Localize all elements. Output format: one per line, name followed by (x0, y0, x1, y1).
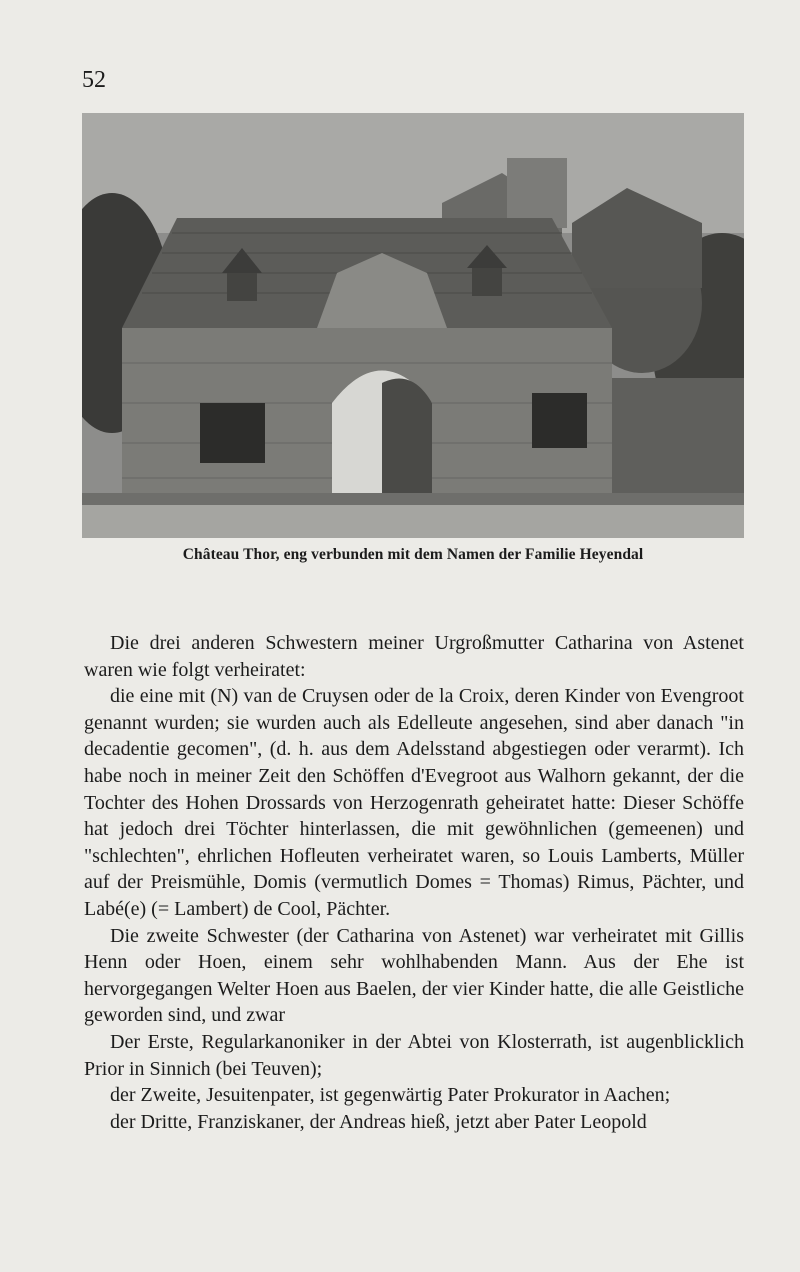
paragraph: der Dritte, Franziskaner, der Andreas hieß, jetzt aber Pater Leopold (110, 1110, 647, 1133)
figure-caption: Château Thor, eng verbunden mit dem Namen der Familie Heyendal (182, 546, 644, 563)
body-text (84, 630, 744, 1135)
paragraph: der Zweite, Jesuitenpater, ist gegenwärtig Pater Prokurator in Aachen; (110, 1084, 671, 1107)
page-number: 52 (82, 67, 106, 93)
paragraph: Der Erste, Regularkanoniker in der Abtei von Klosterrath, ist augenblicklich Prior in Sinnich (bei Teuven); (84, 1030, 744, 1080)
paragraph: die eine mit (N) van de Cruysen oder de la Croix, deren Kinder von Evengroot genannt wurden; sie wurden auch als Edelleute angesehen, sind aber danach "in decadentie gecomen", (d. h. aus dem Adelsstand abgestiegen oder verarmt). Ich habe noch in meiner Zeit den Schöffen d'Evegroot aus Walhorn gekannt, der die Tochter des Hohen Drossards von Herzogenrath geheiratet hatte: Dieser Schöffe hat jedoch drei Töchter hinterlassen, die mit gewöhnlichen (gemeenen) und "schlechten", ehrlichen Hofleuten verheiratet waren, so Louis Lamberts, Müller auf der Preismühle, Domis (vermutlich Domes = Thomas) Rimus, Pächter, und Labé(e) (= Lambert) de Cool, Pächter. (84, 685, 744, 920)
chateau-photo (82, 113, 744, 538)
paragraph: Die drei anderen Schwestern meiner Urgroßmutter Catharina von Astenet waren wie folgt verheiratet: (84, 632, 744, 681)
paragraph: Die zweite Schwester (der Catharina von Astenet) war verheiratet mit Gillis Henn oder Hoen, einem sehr wohlhabenden Mann. Aus der Ehe ist hervorgegangen Welter Hoen aus Baelen, der vier Kinder hatte, die alle Geistliche geworden sind, und zwar (84, 924, 744, 1027)
